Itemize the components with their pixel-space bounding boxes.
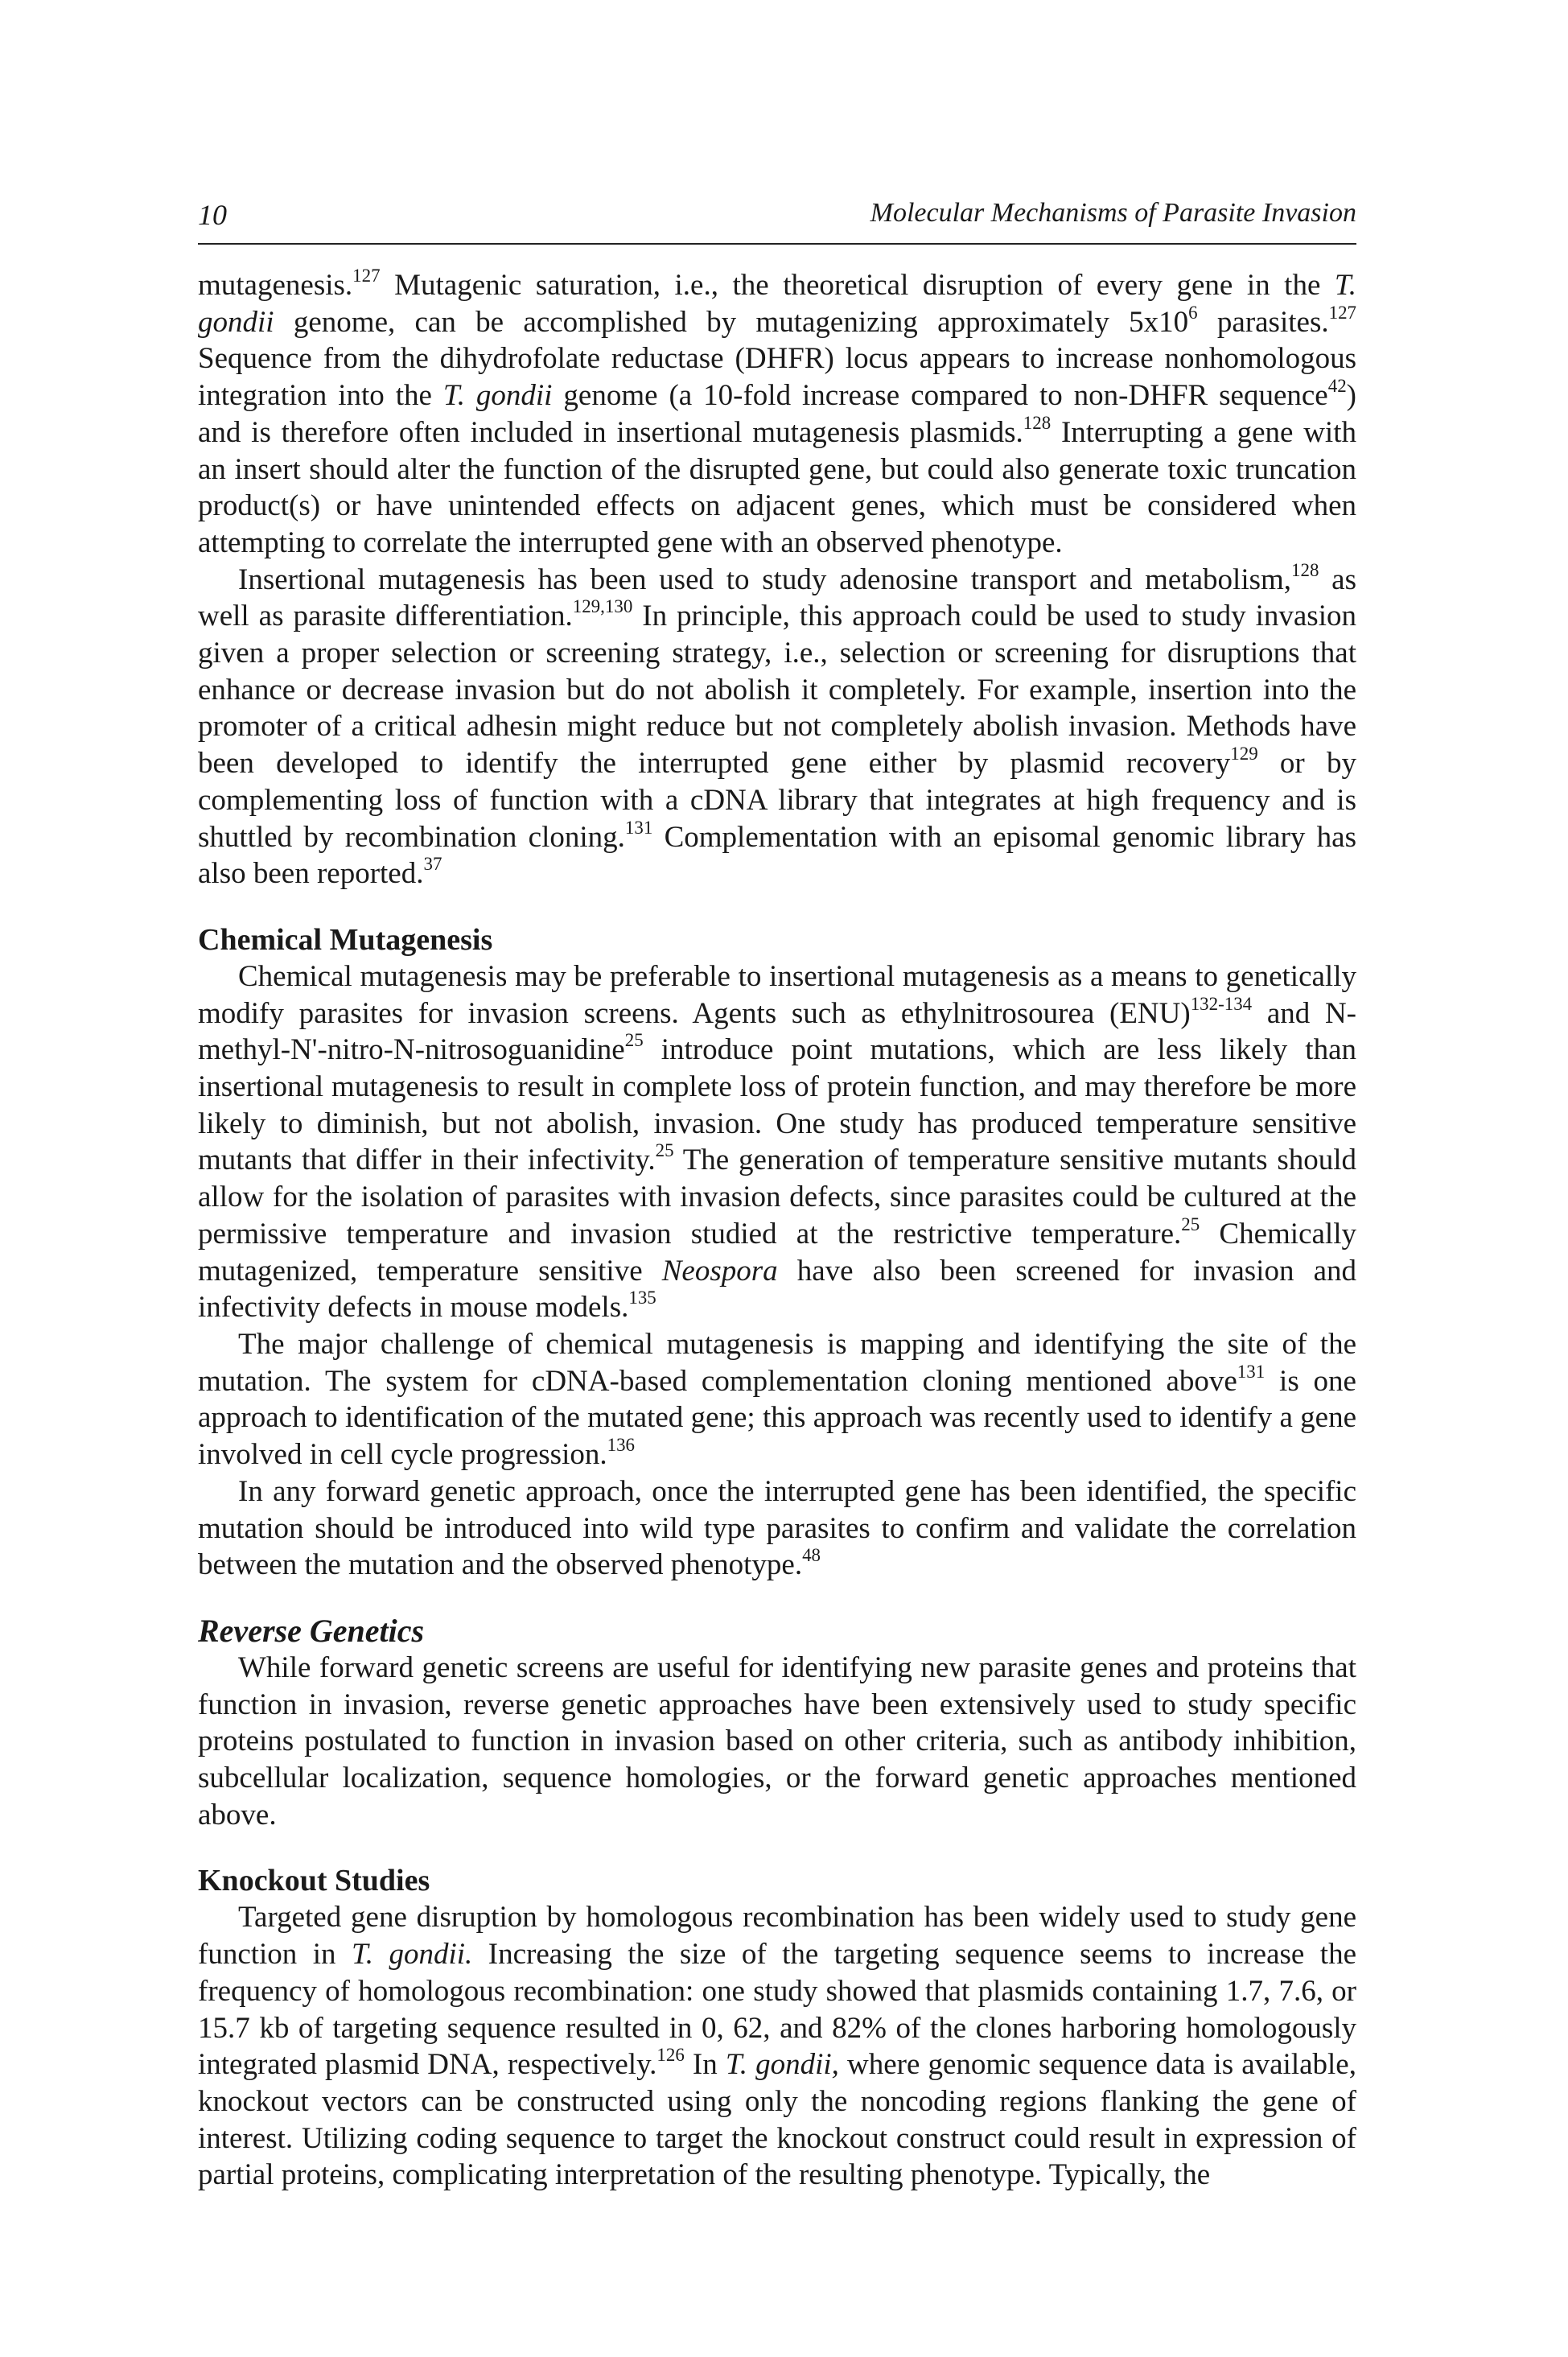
reference: 25 xyxy=(624,1030,644,1051)
reference: 131 xyxy=(1237,1361,1266,1382)
paragraph: The major challenge of chemical mutagenesis is mapping and identifying the site of the mutation. The system for cDNA-based complementation cloning mentioned above$^{131}$ is one approach to identification of the mutated gene; this approach was recently used to identify a gene involved in cell cycle progression.$^{136}$ xyxy=(198,1327,1356,1472)
paragraph: In any forward genetic approach, once the interrupted gene has been identified, the specific mutation should be introduced into wild type parasites to confirm and validate the correlation between the mutation and the observed phenotype.$^{48}$ xyxy=(198,1474,1356,1582)
reference: 128 xyxy=(1023,412,1052,433)
section-heading-chemical-mutagenesis: Chemical Mutagenesis xyxy=(198,922,493,957)
reference: 131 xyxy=(624,817,653,838)
reference: 127 xyxy=(352,265,381,286)
running-title: Molecular Mechanisms of Parasite Invasion xyxy=(870,198,1356,228)
page-header xyxy=(198,192,1356,245)
reference: 25 xyxy=(1181,1214,1200,1234)
reference: 132-134 xyxy=(1190,993,1253,1014)
paragraph: Insertional mutagenesis has been used to study adenosine transport and metabolism,$^{128}$ as well as parasite differentiation.$^{129,130}$ In principle, this approach could be used to study invasion given a proper selection or screening strategy, i.e., selection or screening for disruptions that enhance or decrease invasion but do not abolish it completely. For example, insertion into the promoter of a critical adhesin might reduce but not completely abolish invasion. Methods have been developed to identify the interrupted gene either by plasmid recovery$^{129}$ or by complementing loss of function with a cDNA library that integrates at high frequency and is shuttled by recombination cloning.$^{131}$ Complementation with an episomal genomic library has also been reported.$^{37}$ xyxy=(198,559,1356,891)
paragraph: While forward genetic screens are useful for identifying new parasite genes and proteins that function in invasion, reverse genetic approaches have been extensively used to study specific proteins postulated to function in invasion based on other criteria, such as antibody inhibition, subcellular localization, sequence homologies, or the forward genetic approaches mentioned above. xyxy=(198,1650,1356,1832)
section-heading-reverse-genetics: Reverse Genetics xyxy=(198,1612,425,1649)
paragraph: Targeted gene disruption by homologous recombination has been widely used to study gene function in T. gondii. Increasing the size of the targeting sequence seems to increase the frequency of homologous recombination: one study showed that plasmids containing 1.7, 7.6, or 15.7 kb of targeting sequence resulted in 0, 62, and 82% of the clones harboring homologously integrated plasmid DNA, respectively.$^{126}$ In T. gondii, where genomic sequence data is available, knockout vectors can be constructed using only the noncoding regions flanking the gene of interest. Utilizing coding sequence to target the knockout construct could result in expression of partial proteins, complicating interpretation of the resulting phenotype. Typically, the xyxy=(198,1901,1356,2192)
paragraph: Chemical mutagenesis may be preferable to insertional mutagenesis as a means to genetically modify parasites for invasion screens. Agents such as ethylnitrosourea (ENU)$^{132-134}$ and N-methyl-N'-nitro-N-nitrosoguanidine$^{25}$ introduce point mutations, which are less likely than insertional mutagenesis to result in complete loss of protein function, and may therefore be more likely to diminish, but not abolish, invasion. One study has produced temperature sensitive mutants that differ in their infectivity.$^{25}$ The generation of temperature sensitive mutants should allow for the isolation of parasites with invasion defects, since parasites could be cultured at the permissive temperature and invasion studied at the restrictive temperature.$^{25}$ Chemically mutagenized, temperature sensitive Neospora have also been screened for invasion and infectivity defects in mouse models.$^{135}$ xyxy=(198,959,1356,1325)
body-text xyxy=(198,267,1356,2194)
reference: 25 xyxy=(655,1140,674,1161)
paragraph: mutagenesis.$^{127}$ Mutagenic saturation, i.e., the theoretical disruption of every gene in the T. gondii genome, can be accomplished by mutagenizing approximately $5x10^6$ parasites.$^{127}$ Sequence from the dihydrofolate reductase (DHFR) locus appears to increase nonhomologous integration into the T. gondii genome (a 10-fold increase compared to non-DHFR sequence$^{42}$) and is therefore often included in insertional mutagenesis plasmids.$^{128}$ Interrupting a gene with an insert should alter the function of the disrupted gene, but could also generate toxic truncation product(s) or have unintended effects on adjacent genes, which must be considered when attempting to correlate the interrupted gene with an observed phenotype. xyxy=(198,265,1356,559)
reference: 126 xyxy=(656,2045,685,2066)
reference: 127 xyxy=(1328,302,1356,323)
reference: 129,130 xyxy=(572,596,633,617)
page-number: 10 xyxy=(198,199,227,231)
reference: 37 xyxy=(423,854,442,875)
reference: 128 xyxy=(1291,559,1319,580)
reference: 136 xyxy=(607,1435,636,1456)
reference: 48 xyxy=(802,1545,821,1566)
section-heading-knockout-studies: Knockout Studies xyxy=(198,1864,430,1898)
reference: 129 xyxy=(1230,744,1258,764)
reference: 42 xyxy=(1327,376,1347,397)
reference: 135 xyxy=(628,1288,656,1308)
exponent: 6 xyxy=(1188,302,1198,323)
